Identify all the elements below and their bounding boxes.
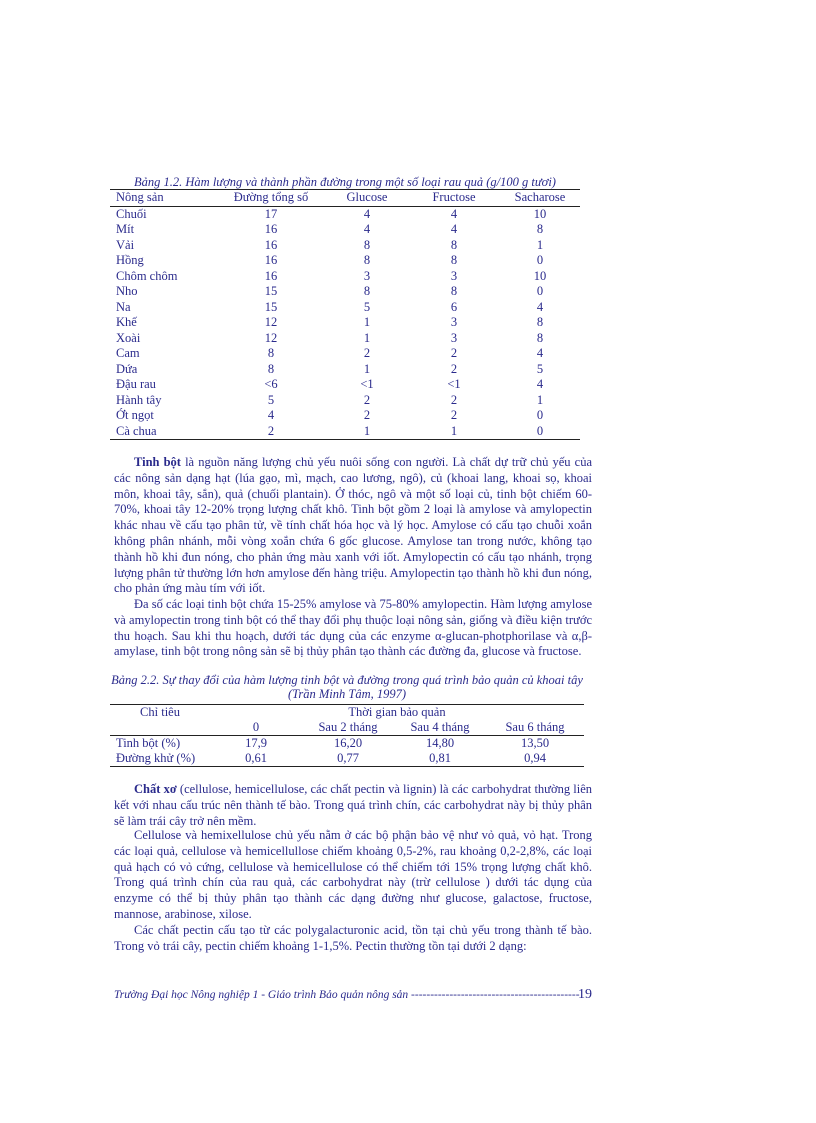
table-row xyxy=(110,315,580,331)
table-cell: 2 xyxy=(450,408,458,422)
table-cell: 8 xyxy=(536,222,544,236)
table-cell: 8 xyxy=(363,284,371,298)
col-header-product: Nông sản xyxy=(110,190,216,207)
starch-text-2: Đa số các loại tinh bột chứa 15-25% amylose và 75-80% amylopectin. Hàm lượng amylose và amylopectin trong tinh bột có thể thay đổi phụ thuộc loại nông sản, giống và điều kiện trước thu hoạch. Sau khi thu hoạch, dưới tác dụng của các enzyme α-glucan-photphorilase và α,β-amylase, tinh bột trong nông sản sẽ bị thủy phân tạo thành các đường đa, glucose và fructose. xyxy=(114,597,592,659)
table-cell: 1 xyxy=(363,330,371,345)
fiber-text-1: (cellulose, hemicellulose, các chất pectin và lignin) là các carbohydrat thường liên kết với nhau cấu trúc nên thành tế bào. Trong quá trình chín, các carbohydrat này bị thủy phân sẽ làm trái cây trở nên mềm. xyxy=(114,782,592,828)
col-header-glucose: Glucose xyxy=(326,190,408,207)
table-cell: 8 xyxy=(536,330,544,345)
table-cell: 0 xyxy=(536,408,544,422)
table-cell: 1 xyxy=(363,315,371,329)
table-cell: 12 xyxy=(264,330,278,345)
fiber-text-2: Cellulose và hemixellulose chủ yếu nằm ở các bộ phận bảo vệ như vỏ quả, vỏ hạt. Trong các loại quả, cellulose và hemicellullose chiếm khoảng 0,5-2%, rau khoảng 0,2-2,8%, các loại quả hạch có vỏ cứng, cellulose và hemicellulose có thể chiếm tới 15% trọng lượng chất khô. Trong quá trình chín của rau quả, các carbohydrat này (trừ cellulose ) dưới tác dụng của enzyme có thể bị thủy phân tạo thành các dạng đường như glucose, galactose, fructose, mannose, arabinose, xilose. xyxy=(114,828,592,921)
table-cell: 4 xyxy=(536,377,544,391)
table2-caption-line1: Bảng 2.2. Sự thay đổi của hàm lượng tinh bột và đường trong quá trình bảo quản củ khoai tây xyxy=(111,673,583,687)
table-cell: 4 xyxy=(267,408,275,422)
table-cell: 16 xyxy=(264,237,278,252)
table-cell: 4 xyxy=(363,222,371,236)
row-label: Khế xyxy=(116,315,137,329)
table-cell: 10 xyxy=(533,268,547,283)
table-cell: 15 xyxy=(264,299,278,314)
table-cell: 1 xyxy=(326,424,408,440)
table-cell: <6 xyxy=(264,377,278,391)
page-number: 19 xyxy=(578,987,592,1002)
row-label: Ớt ngọt xyxy=(116,408,154,422)
table-cell: 16 xyxy=(264,222,278,236)
table-cell: 8 xyxy=(363,237,371,252)
fiber-paragraph-1 xyxy=(114,782,592,829)
col-header-fructose: Fructose xyxy=(408,190,500,207)
row-label: Tinh bột (%) xyxy=(116,736,181,750)
table-cell: 13,50 xyxy=(520,736,550,750)
table-row xyxy=(110,408,580,424)
table-row xyxy=(110,736,584,752)
row-label: Chôm chôm xyxy=(116,268,178,283)
table1-caption: Bảng 1.2. Hàm lượng và thành phần đường trong một số loại rau quả (g/100 g tươi) xyxy=(134,175,556,189)
row-label: Cam xyxy=(116,346,140,360)
table-row xyxy=(110,300,580,316)
table-cell: 0 xyxy=(536,284,544,298)
table-cell: 3 xyxy=(450,268,458,283)
table-cell: 2 xyxy=(363,392,371,407)
table-cell: 17,9 xyxy=(245,736,267,750)
table-cell: 4 xyxy=(450,222,458,236)
table-cell: 1 xyxy=(536,237,544,252)
table-cell: 0 xyxy=(536,253,544,267)
page-footer: Trường Đại học Nông nghiệp 1 - Giáo trình Bảo quản nông sản -------------------------------------------- xyxy=(114,989,580,1001)
starch-paragraph-2 xyxy=(114,597,592,660)
row-label: Hồng xyxy=(116,253,144,267)
row-label: Chuối xyxy=(116,206,147,221)
table-cell: 8 xyxy=(450,237,458,252)
table-cell: 15 xyxy=(264,284,278,298)
table-row xyxy=(110,253,580,269)
col-header-period-2: Sau 2 tháng xyxy=(318,720,378,734)
table-row xyxy=(110,269,580,285)
table-header-row xyxy=(110,190,580,207)
col-header-period-6: Sau 6 tháng xyxy=(505,720,565,734)
table-row xyxy=(110,346,580,362)
table-cell: 2 xyxy=(450,346,458,360)
table-cell: 17 xyxy=(264,206,278,221)
table-cell: 16,20 xyxy=(333,736,363,750)
table-cell: 0,61 xyxy=(245,751,267,765)
starch-paragraph-1 xyxy=(114,455,592,597)
table-cell: 2 xyxy=(450,361,458,376)
starch-text-1: là nguồn năng lượng chủ yếu nuôi sống con người. Là chất dự trữ chủ yếu của các nông sản dạng hạt (lúa gạo, mì, mạch, cao lương, ngô), củ (khoai lang, khoai sọ, khoai môn, khoai tây, sắn), quả (chuối plantain). Ở thóc, ngô và một số loại củ, tinh bột chiếm 60-70%, khoai tây 12-20% trọng lượng chất khô. Tinh bột gồm 2 loại là amylose và amylopectin khác nhau về cấu tạo phân tử, về tính chất hóa học và lý học. Amylose có cấu tạo chuỗi xoắn không phân nhánh, mỗi vòng xoắn chứa 6 gốc glucose. Amylose tan trong nước, không tạo thành hồ khi đun nóng, cho phản ứng màu xanh với iốt. Amylopectin có cấu tạo nhánh, trọng lượng phân tử thường lớn hơn amylose đến hàng triệu. Amylopectin tạo thành hồ khi đun nóng, cho phản ứng màu tím với iốt. xyxy=(114,455,592,596)
row-label: Nho xyxy=(116,284,138,298)
row-label: Vải xyxy=(116,237,135,252)
table-cell: 0,94 xyxy=(524,751,546,765)
table-cell: 2 xyxy=(363,346,371,360)
table-row xyxy=(110,206,580,222)
col-header-period-4: Sau 4 tháng xyxy=(410,720,470,734)
table-cell: 1 xyxy=(363,361,371,376)
table2-caption xyxy=(100,673,594,701)
table-cell: 0 xyxy=(500,424,580,440)
table-cell: 8 xyxy=(450,284,458,298)
col-header-storage-time: Thời gian bảo quản xyxy=(348,705,446,719)
table-row xyxy=(110,238,580,254)
table-cell: 1 xyxy=(408,424,500,440)
table-cell: 8 xyxy=(267,346,275,360)
table-row xyxy=(110,222,580,238)
table-cell: 0,77 xyxy=(337,751,359,765)
table-cell: 8 xyxy=(536,315,544,329)
table-cell: 2 xyxy=(363,408,371,422)
table-cell: 4 xyxy=(363,206,371,221)
row-label: Xoài xyxy=(116,330,141,345)
table-cell: 8 xyxy=(363,253,371,267)
table-row xyxy=(110,331,580,347)
fiber-paragraph-3 xyxy=(114,923,592,955)
table1-body xyxy=(110,206,580,440)
table-cell: 4 xyxy=(450,206,458,221)
potato-storage-table xyxy=(110,704,584,767)
table-cell: 6 xyxy=(450,299,458,314)
row-label: Dứa xyxy=(116,361,138,376)
table-row xyxy=(110,377,580,393)
starch-term: Tinh bột xyxy=(134,455,181,469)
fiber-paragraph-2 xyxy=(114,828,592,923)
table-row xyxy=(110,362,580,378)
table-cell: 2 xyxy=(216,424,326,440)
table-cell: 16 xyxy=(264,253,278,267)
table-cell: <1 xyxy=(447,377,461,391)
table-cell: 0,81 xyxy=(429,751,451,765)
table-cell: 4 xyxy=(536,346,544,360)
table-cell: 1 xyxy=(536,392,544,407)
table-cell: 2 xyxy=(450,392,458,407)
row-label: Đường khử (%) xyxy=(116,751,196,765)
fiber-term: Chất xơ xyxy=(134,782,177,796)
table-cell: 8 xyxy=(267,361,275,376)
table-cell: 4 xyxy=(536,299,544,314)
table-cell: 10 xyxy=(533,206,547,221)
table2-header-row-2 xyxy=(110,720,584,736)
row-label: Hành tây xyxy=(116,392,162,407)
col-header-indicator: Chỉ tiêu xyxy=(140,705,180,719)
table-cell: 14,80 xyxy=(425,736,455,750)
table2-header-row-1 xyxy=(110,705,584,721)
table2-caption-line2: (Trần Minh Tâm, 1997) xyxy=(287,687,407,701)
table-cell: 3 xyxy=(363,268,371,283)
table-cell: 12 xyxy=(264,315,278,329)
table-row xyxy=(110,751,584,767)
table-row xyxy=(110,284,580,300)
table-row xyxy=(110,393,580,409)
table-cell: 3 xyxy=(450,315,458,329)
header-spacer xyxy=(110,720,210,736)
row-label: Cà chua xyxy=(110,424,216,440)
table-cell: 8 xyxy=(450,253,458,267)
table-cell: <1 xyxy=(360,377,374,391)
table-row xyxy=(110,424,580,440)
sugar-content-table xyxy=(110,189,580,440)
col-header-total-sugar: Đường tổng số xyxy=(216,190,326,207)
table-cell: 5 xyxy=(536,361,544,376)
table-cell: 5 xyxy=(267,392,275,407)
table-cell: 16 xyxy=(264,268,278,283)
table-cell: 5 xyxy=(363,299,371,314)
row-label: Mít xyxy=(116,222,135,236)
row-label: Na xyxy=(116,299,131,314)
col-header-period-0: 0 xyxy=(252,720,260,734)
col-header-sucrose: Sacharose xyxy=(500,190,580,207)
row-label: Đậu rau xyxy=(116,377,156,391)
fiber-text-3: Các chất pectin cấu tạo từ các polygalacturonic acid, tồn tại chủ yếu trong thành tế bào. Trong vỏ trái cây, pectin chiếm khoảng 1-1,5%. Pectin thường tồn tại dưới 2 dạng: xyxy=(114,923,592,953)
table-cell: 3 xyxy=(450,330,458,345)
